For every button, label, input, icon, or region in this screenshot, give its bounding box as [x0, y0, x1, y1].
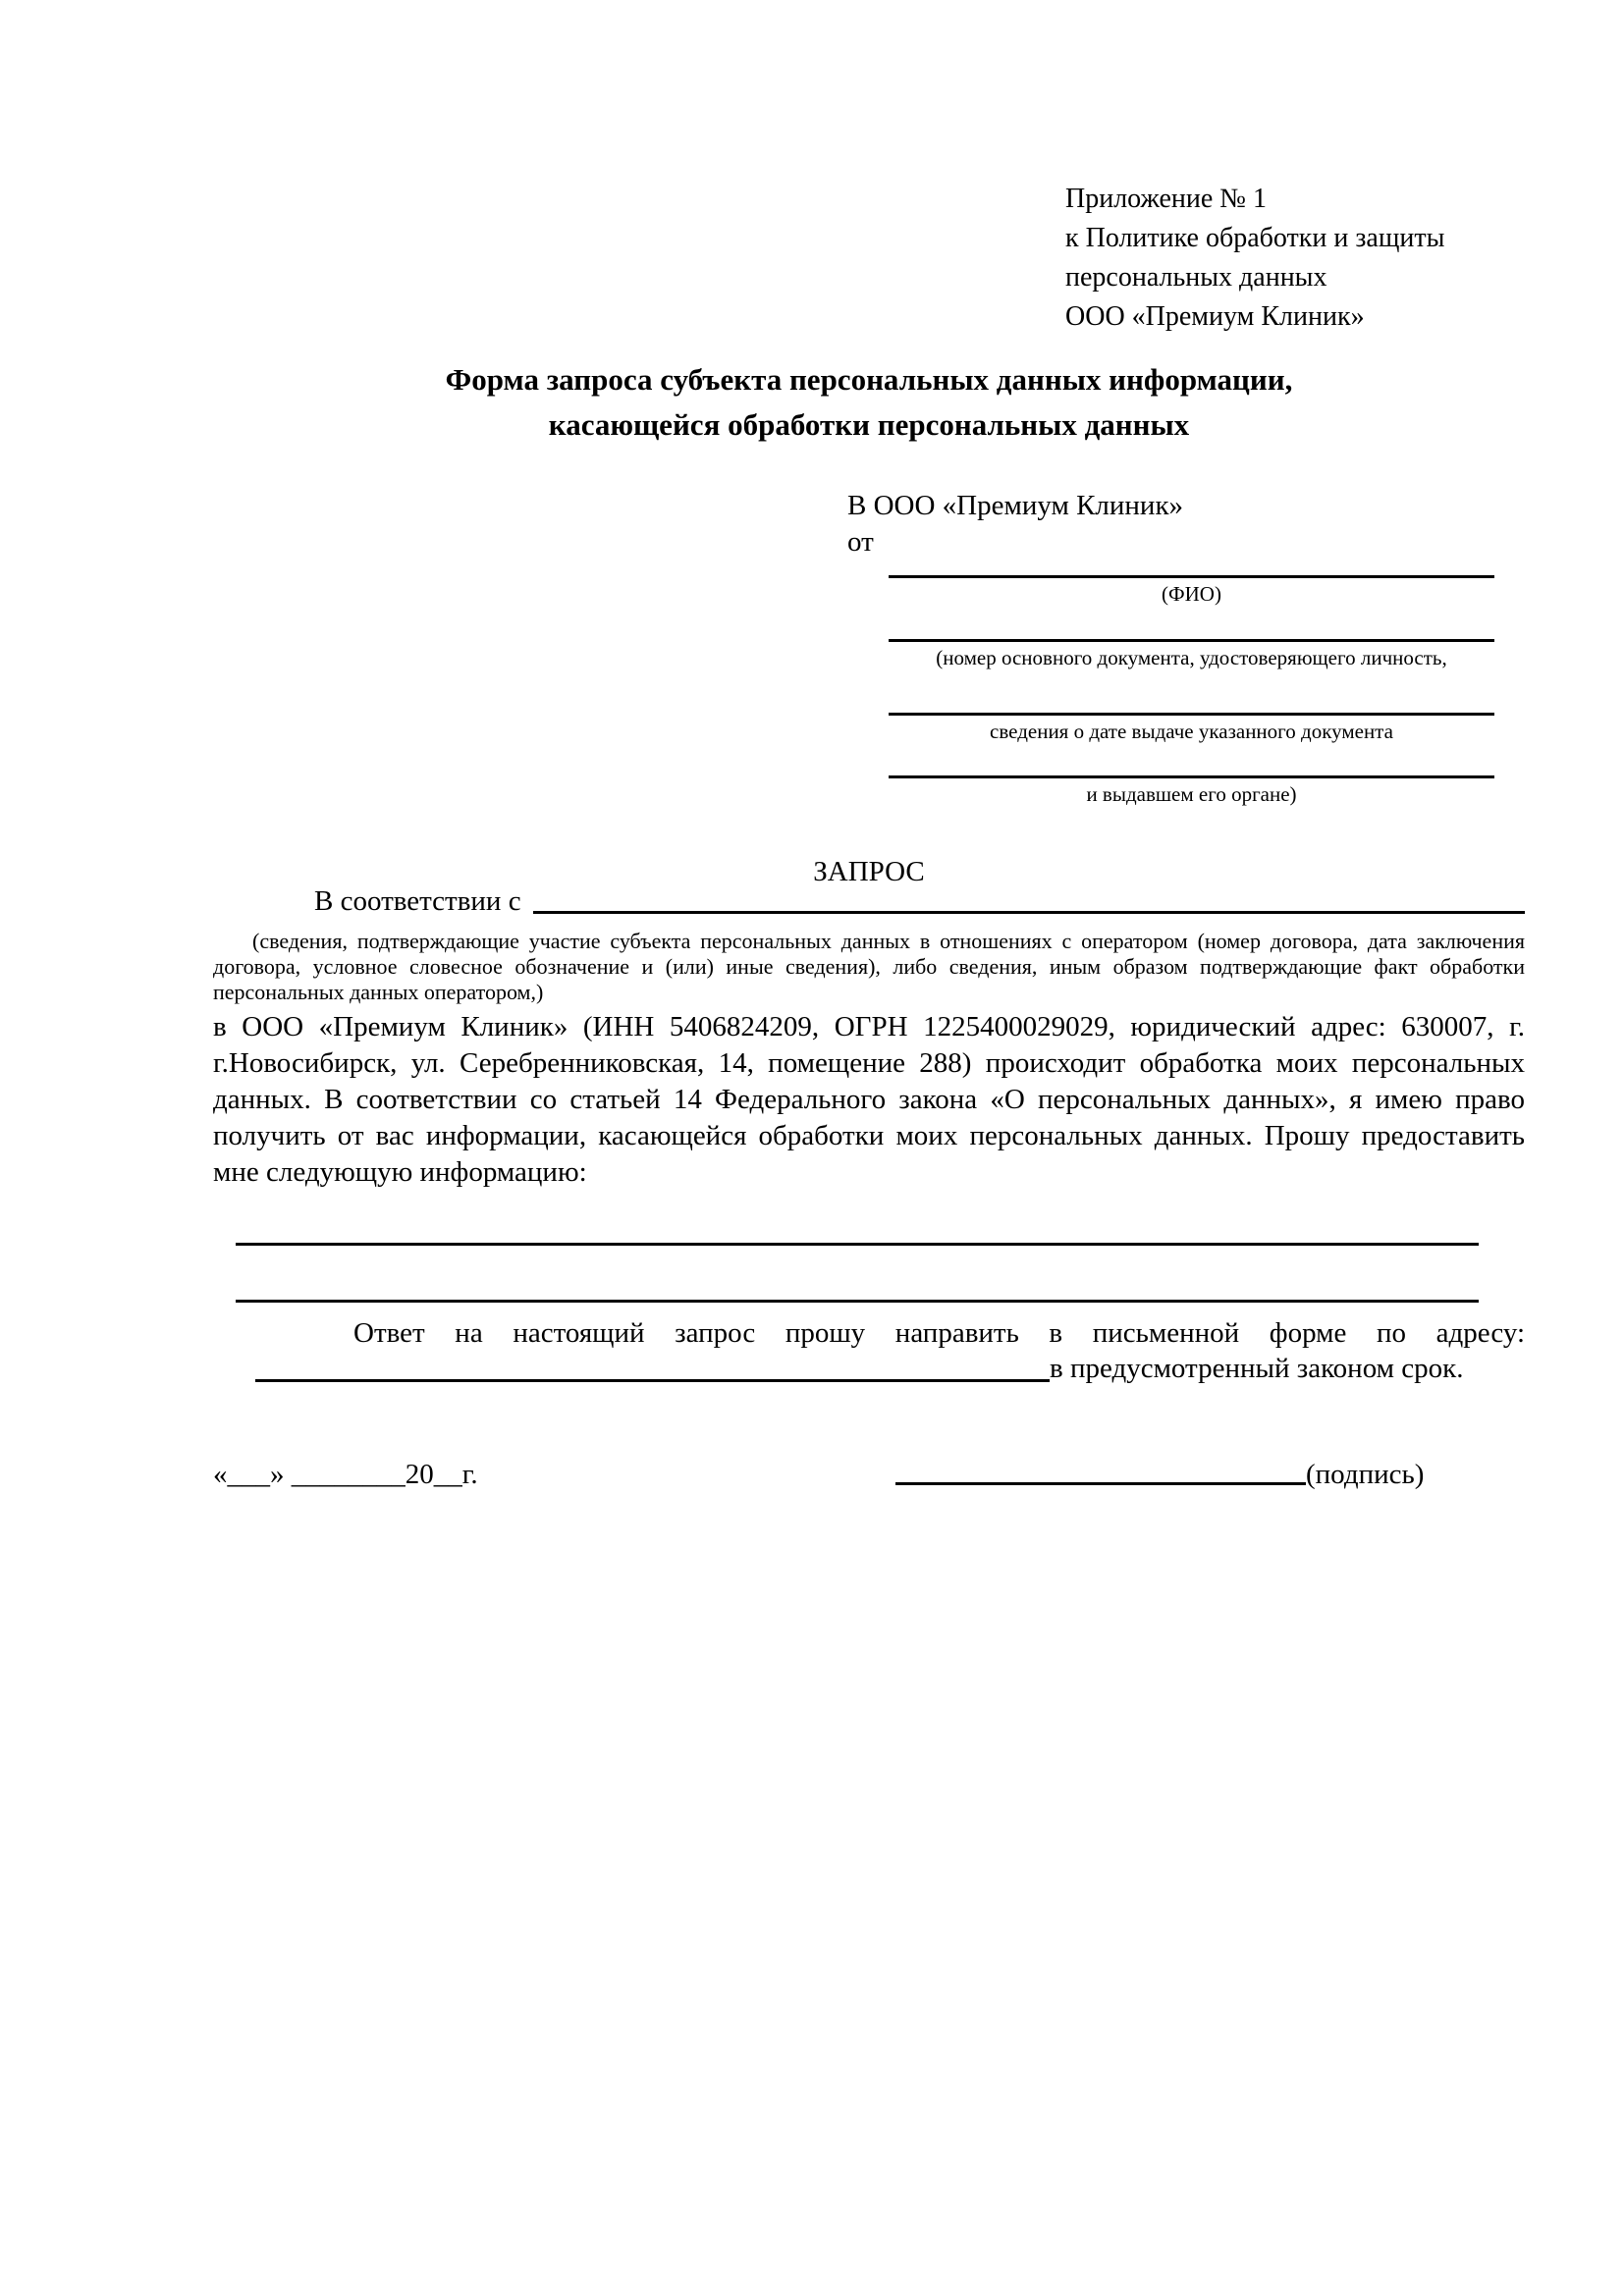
- answer-address-line: Ответ на настоящий запрос прошу направить в письменной форме по адресу:: [353, 1317, 1525, 1349]
- document-date-blank-line: [889, 713, 1494, 716]
- request-body-paragraph: в ООО «Премиум Клиник» (ИНН 5406824209, ОГРН 1225400029029, юридический адрес: 630007, г. г.Новосибирск, ул. Серебренниковская, 14, помещение 288) происходит обработка моих персональных данных. В соответствии со статьей 14 Федерального закона «О персональных данных», я имею право получить от вас информации, касающейся обработки моих персональных данных. Прошу предоставить мне следующую информацию:: [213, 1011, 1525, 1188]
- address-blank-line: [255, 1379, 1050, 1382]
- document-number-blank-line: [889, 639, 1494, 642]
- request-heading: ЗАПРОС: [813, 856, 925, 887]
- document-number-caption: (номер основного документа, удостоверяющего личность,: [936, 646, 1447, 669]
- accordance-footnote: (сведения, подтверждающие участие субъекта персональных данных в отношениях с оператором (номер договора, дата заключения договора, условное словесное обозначение и (или) иные сведения), либо сведения, иным образом подтверждающие факт обработки персональных данных оператором,): [213, 929, 1525, 1004]
- answer-address-row: [255, 1351, 1525, 1387]
- accordance-row: [213, 885, 1525, 918]
- document-number-field: [889, 639, 1494, 670]
- signature-blank-line: [895, 1482, 1306, 1485]
- appendix-header-line: ООО «Премиум Клиник»: [1065, 301, 1365, 332]
- document-issuer-field: [889, 775, 1494, 807]
- document-issuer-blank-line: [889, 775, 1494, 778]
- page-title-line: Форма запроса субъекта персональных данных информации,: [445, 362, 1293, 397]
- page-title-line: касающейся обработки персональных данных: [548, 407, 1190, 442]
- page-title: [213, 357, 1525, 448]
- accordance-label: В соответствии с: [314, 885, 521, 917]
- answer-term-text: в предусмотренный законом срок.: [1050, 1353, 1464, 1384]
- document-date-field: [889, 713, 1494, 744]
- accordance-blank-line: [533, 911, 1525, 914]
- appendix-header: [1065, 180, 1444, 337]
- appendix-header-line: Приложение № 1: [1065, 184, 1267, 214]
- date-line: «___» ________20__г.: [213, 1459, 478, 1490]
- document-date-caption: сведения о дате выдаче указанного документа: [990, 720, 1393, 743]
- addressee-from-label: от: [847, 526, 874, 558]
- signature-caption: (подпись): [1306, 1459, 1425, 1490]
- fio-field: [889, 575, 1494, 607]
- signature-row: [895, 1459, 1424, 1491]
- fio-blank-line: [889, 575, 1494, 578]
- appendix-header-line: к Политике обработки и защиты: [1065, 223, 1445, 253]
- appendix-header-line: персональных данных: [1065, 262, 1327, 293]
- information-blank-line: [236, 1243, 1479, 1246]
- information-blank-line: [236, 1300, 1479, 1303]
- document-issuer-caption: и выдавшем его органе): [1086, 782, 1297, 806]
- fio-caption: (ФИО): [1162, 582, 1221, 606]
- addressee-to: В ООО «Премиум Клиник»: [847, 490, 1184, 521]
